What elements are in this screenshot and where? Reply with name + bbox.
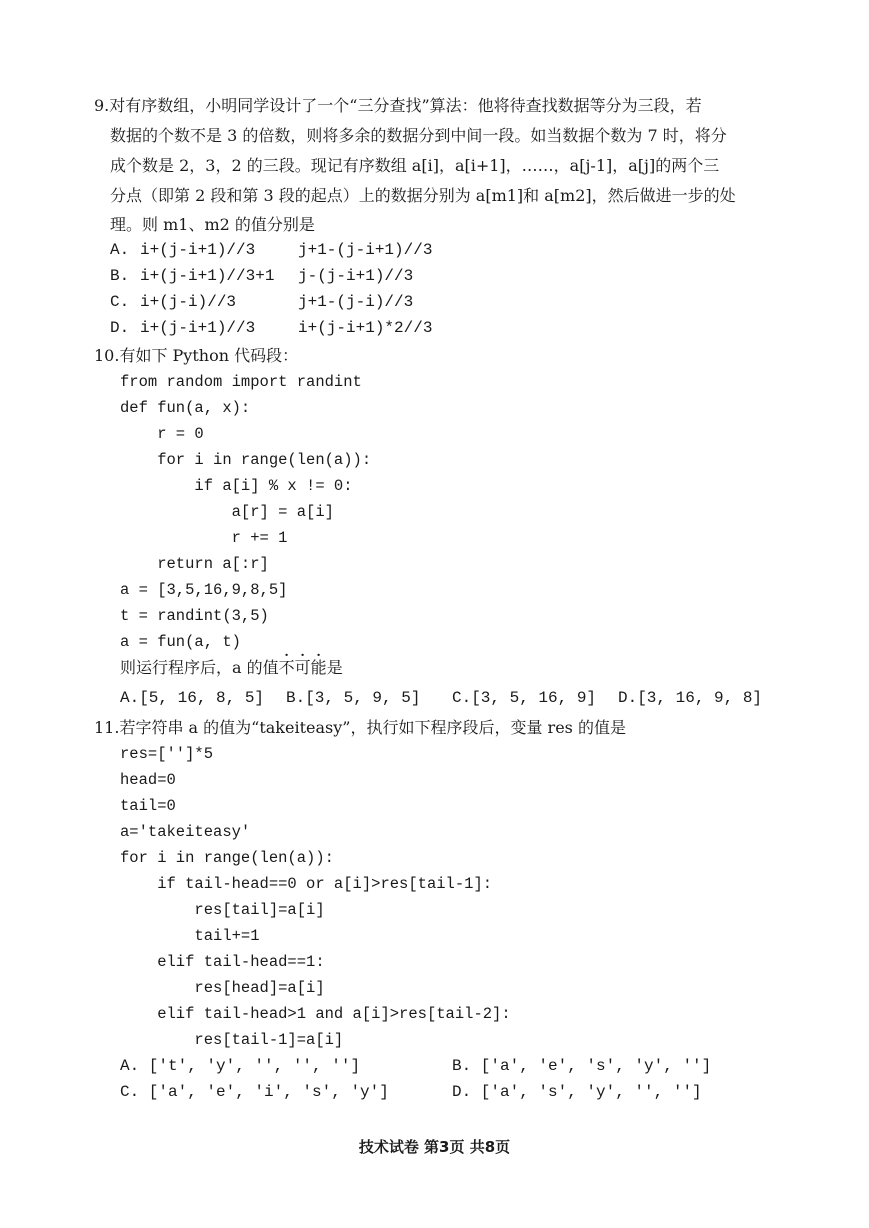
q11-code-line: if tail-head==0 or a[i]>res[tail-1]: (120, 875, 493, 893)
option-m1: i+(j-i+1)//3+1 (140, 267, 275, 285)
option-label: D. (110, 319, 130, 337)
q10-option-c: C.[3, 5, 16, 9] (452, 689, 597, 707)
q11-code-line: elif tail-head==1: (120, 953, 325, 971)
q11-code-line: a='takeiteasy' (120, 823, 251, 841)
q11-code-line: head=0 (120, 771, 176, 789)
q10-title: 10.有如下 Python 代码段： (94, 346, 299, 365)
emphasis-char: 能 (310, 658, 327, 677)
option-m2: j+1-(j-i+1)//3 (298, 241, 433, 259)
q11-code-line: res[head]=a[i] (120, 979, 325, 997)
emphasis-char: 不 (278, 658, 295, 677)
q10-code-line: def fun(a, x): (120, 399, 251, 417)
q9-line-4: 分点（即第 2 段和第 3 段的起点）上的数据分别为 a[m1]和 a[m2]，然后做进一步的处 (110, 186, 736, 205)
q11-code-line: res=['']*5 (120, 745, 214, 763)
option-label: C. (110, 293, 130, 311)
q10-question-post: 是 (326, 658, 343, 677)
q10-code-line: t = randint(3,5) (120, 607, 269, 625)
q9-line-5: 理。则 m1、m2 的值分别是 (110, 215, 315, 234)
q11-code-line: tail+=1 (120, 927, 260, 945)
q11-code-line: res[tail-1]=a[i] (120, 1031, 344, 1049)
q10-code-line: if a[i] % x != 0: (120, 477, 353, 495)
option-label: B. (110, 267, 130, 285)
q10-option-d: D.[3, 16, 9, 8] (618, 689, 763, 707)
page-footer: 技术试卷 第3页 共8页 (358, 1138, 511, 1156)
q11-option-c: C. ['a', 'e', 'i', 's', 'y'] (120, 1083, 389, 1101)
q10-question-pre: 则运行程序后，a 的值 (120, 658, 279, 677)
option-m2: j+1-(j-i)//3 (298, 293, 414, 311)
q10-option-b: B.[3, 5, 9, 5] (286, 689, 421, 707)
option-m2: j-(j-i+1)//3 (298, 267, 414, 285)
q11-title: 11.若字符串 a 的值为“takeiteasy”，执行如下程序段后，变量 res 的值是 (94, 718, 626, 737)
q10-question (120, 658, 343, 678)
q10-option-a: A.[5, 16, 8, 5] (120, 689, 265, 707)
option-m2: i+(j-i+1)*2//3 (298, 319, 433, 337)
q10-code-line: from random import randint (120, 373, 362, 391)
q11-code-line: elif tail-head>1 and a[i]>res[tail-2]: (120, 1005, 511, 1023)
q11-code-line: res[tail]=a[i] (120, 901, 325, 919)
option-m1: i+(j-i+1)//3 (140, 241, 256, 259)
emphasis-char: 可 (294, 658, 311, 677)
q11-option-b: B. ['a', 'e', 's', 'y', ''] (452, 1057, 712, 1075)
option-label: A. (110, 241, 130, 259)
q9-line-3: 成个数是 2，3，2 的三段。现记有序数组 a[i]，a[i+1]，……，a[j-1]，a[j]的两个三 (110, 156, 720, 175)
q10-code-line: r += 1 (120, 529, 288, 547)
option-m1: i+(j-i)//3 (140, 293, 237, 311)
q10-code-line: r = 0 (120, 425, 204, 443)
q11-code-line: tail=0 (120, 797, 176, 815)
q10-code-line: return a[:r] (120, 555, 269, 573)
q10-code-line: a = [3,5,16,9,8,5] (120, 581, 288, 599)
q9-line-2: 数据的个数不是 3 的倍数，则将多余的数据分到中间一段。如当数据个数为 7 时，将分 (110, 126, 727, 145)
q11-option-d: D. ['a', 's', 'y', '', ''] (452, 1083, 702, 1101)
q10-code-line: for i in range(len(a)): (120, 451, 372, 469)
option-m1: i+(j-i+1)//3 (140, 319, 256, 337)
q9-line-1: 9.对有序数组，小明同学设计了一个“三分查找”算法：他将待查找数据等分为三段，若 (94, 96, 702, 115)
q11-code-line: for i in range(len(a)): (120, 849, 334, 867)
q11-option-a: A. ['t', 'y', '', '', ''] (120, 1057, 361, 1075)
q10-code-line: a = fun(a, t) (120, 633, 241, 651)
q10-code-line: a[r] = a[i] (120, 503, 334, 521)
